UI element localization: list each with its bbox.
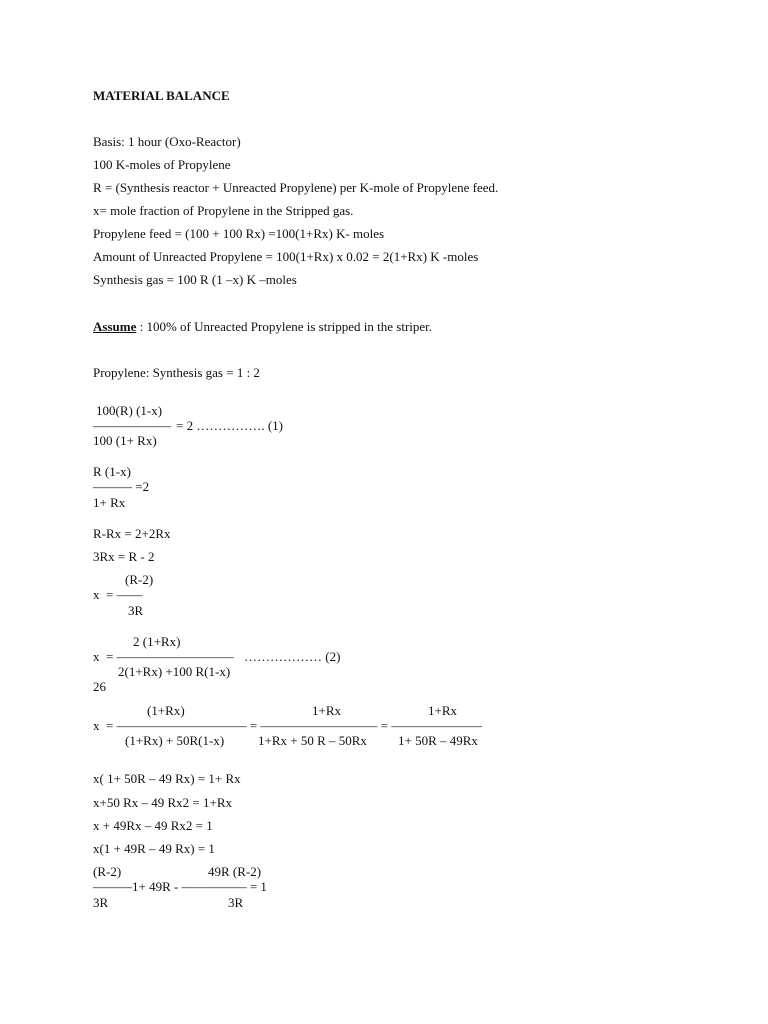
eq4-bar-line: ———1+ 49R - ————— = 1: [93, 879, 267, 894]
step-line: x+50 Rx – 49 Rx2 = 1+Rx: [93, 795, 233, 810]
ratio-line: Propylene: Synthesis gas = 1 : 2: [93, 365, 260, 380]
eq-x1-bar: x = ——: [93, 587, 143, 602]
step-line: 3Rx = R - 2: [93, 549, 155, 564]
eq4-denominator-2: 3R: [228, 895, 244, 910]
eq4-numerator-2: 49R (R-2): [208, 864, 262, 879]
basis-line: Basis: 1 hour (Oxo-Reactor): [93, 134, 241, 149]
eq4-denominator-1: 3R: [93, 895, 109, 910]
unreacted-propylene-line: Amount of Unreacted Propylene = 100(1+Rx) x 0.02 = 2(1+Rx) K -moles: [93, 249, 479, 264]
eq1-numerator: 100(R) (1-x): [96, 403, 163, 418]
r-definition-line: R = (Synthesis reactor + Unreacted Propylene) per K-mole of Propylene feed.: [93, 180, 499, 195]
step-line: x(1 + 49R – 49 Rx) = 1: [93, 841, 215, 856]
eq1-fraction-bar: ——————: [93, 418, 171, 433]
eq3-denominator-3: 1+ 50R – 49Rx: [398, 733, 478, 748]
step-line: x( 1+ 50R – 49 Rx) = 1+ Rx: [93, 771, 241, 786]
eq2-denominator: 2(1+Rx) +100 R(1-x): [118, 664, 231, 679]
eq-simplified-bar: ——— =2: [93, 479, 150, 494]
propylene-feed-line: Propylene feed = (100 + 100 Rx) =100(1+Rx) K- moles: [93, 226, 385, 241]
eq-simplified-denominator: 1+ Rx: [93, 495, 126, 510]
eq3-bar-line: x = —————————— = ————————— = ———————: [93, 718, 483, 733]
page-title: MATERIAL BALANCE: [93, 88, 230, 103]
assume-label: Assume: [93, 319, 137, 334]
eq2-bar: x = —————————: [93, 649, 234, 664]
eq-x1-denominator: 3R: [128, 603, 144, 618]
eq-x1-numerator: (R-2): [125, 572, 154, 587]
step-line: x + 49Rx – 49 Rx2 = 1: [93, 818, 213, 833]
eq3-numerator-3: 1+Rx: [428, 703, 458, 718]
page-number: 26: [93, 679, 106, 694]
step-line: R-Rx = 2+2Rx: [93, 526, 171, 541]
eq3-numerator-2: 1+Rx: [312, 703, 342, 718]
eq3-numerator-1: (1+Rx): [147, 703, 185, 718]
eq2-rhs: ……………… (2): [244, 649, 341, 664]
eq1-rhs: = 2 ……………. (1): [176, 418, 283, 433]
assumption-line: [93, 319, 432, 335]
eq3-denominator-2: 1+Rx + 50 R – 50Rx: [258, 733, 367, 748]
eq2-numerator: 2 (1+Rx): [133, 634, 181, 649]
eq3-denominator-1: (1+Rx) + 50R(1-x): [125, 733, 225, 748]
eq4-numerator-1: (R-2): [93, 864, 122, 879]
synthesis-gas-line: Synthesis gas = 100 R (1 –x) K –moles: [93, 272, 297, 287]
assumption-text: : 100% of Unreacted Propylene is stripped in the striper.: [136, 319, 433, 334]
eq1-denominator: 100 (1+ Rx): [93, 433, 157, 448]
propylene-amount-line: 100 K-moles of Propylene: [93, 157, 231, 172]
eq-simplified-numerator: R (1-x): [93, 464, 131, 479]
x-definition-line: x= mole fraction of Propylene in the Stripped gas.: [93, 203, 354, 218]
